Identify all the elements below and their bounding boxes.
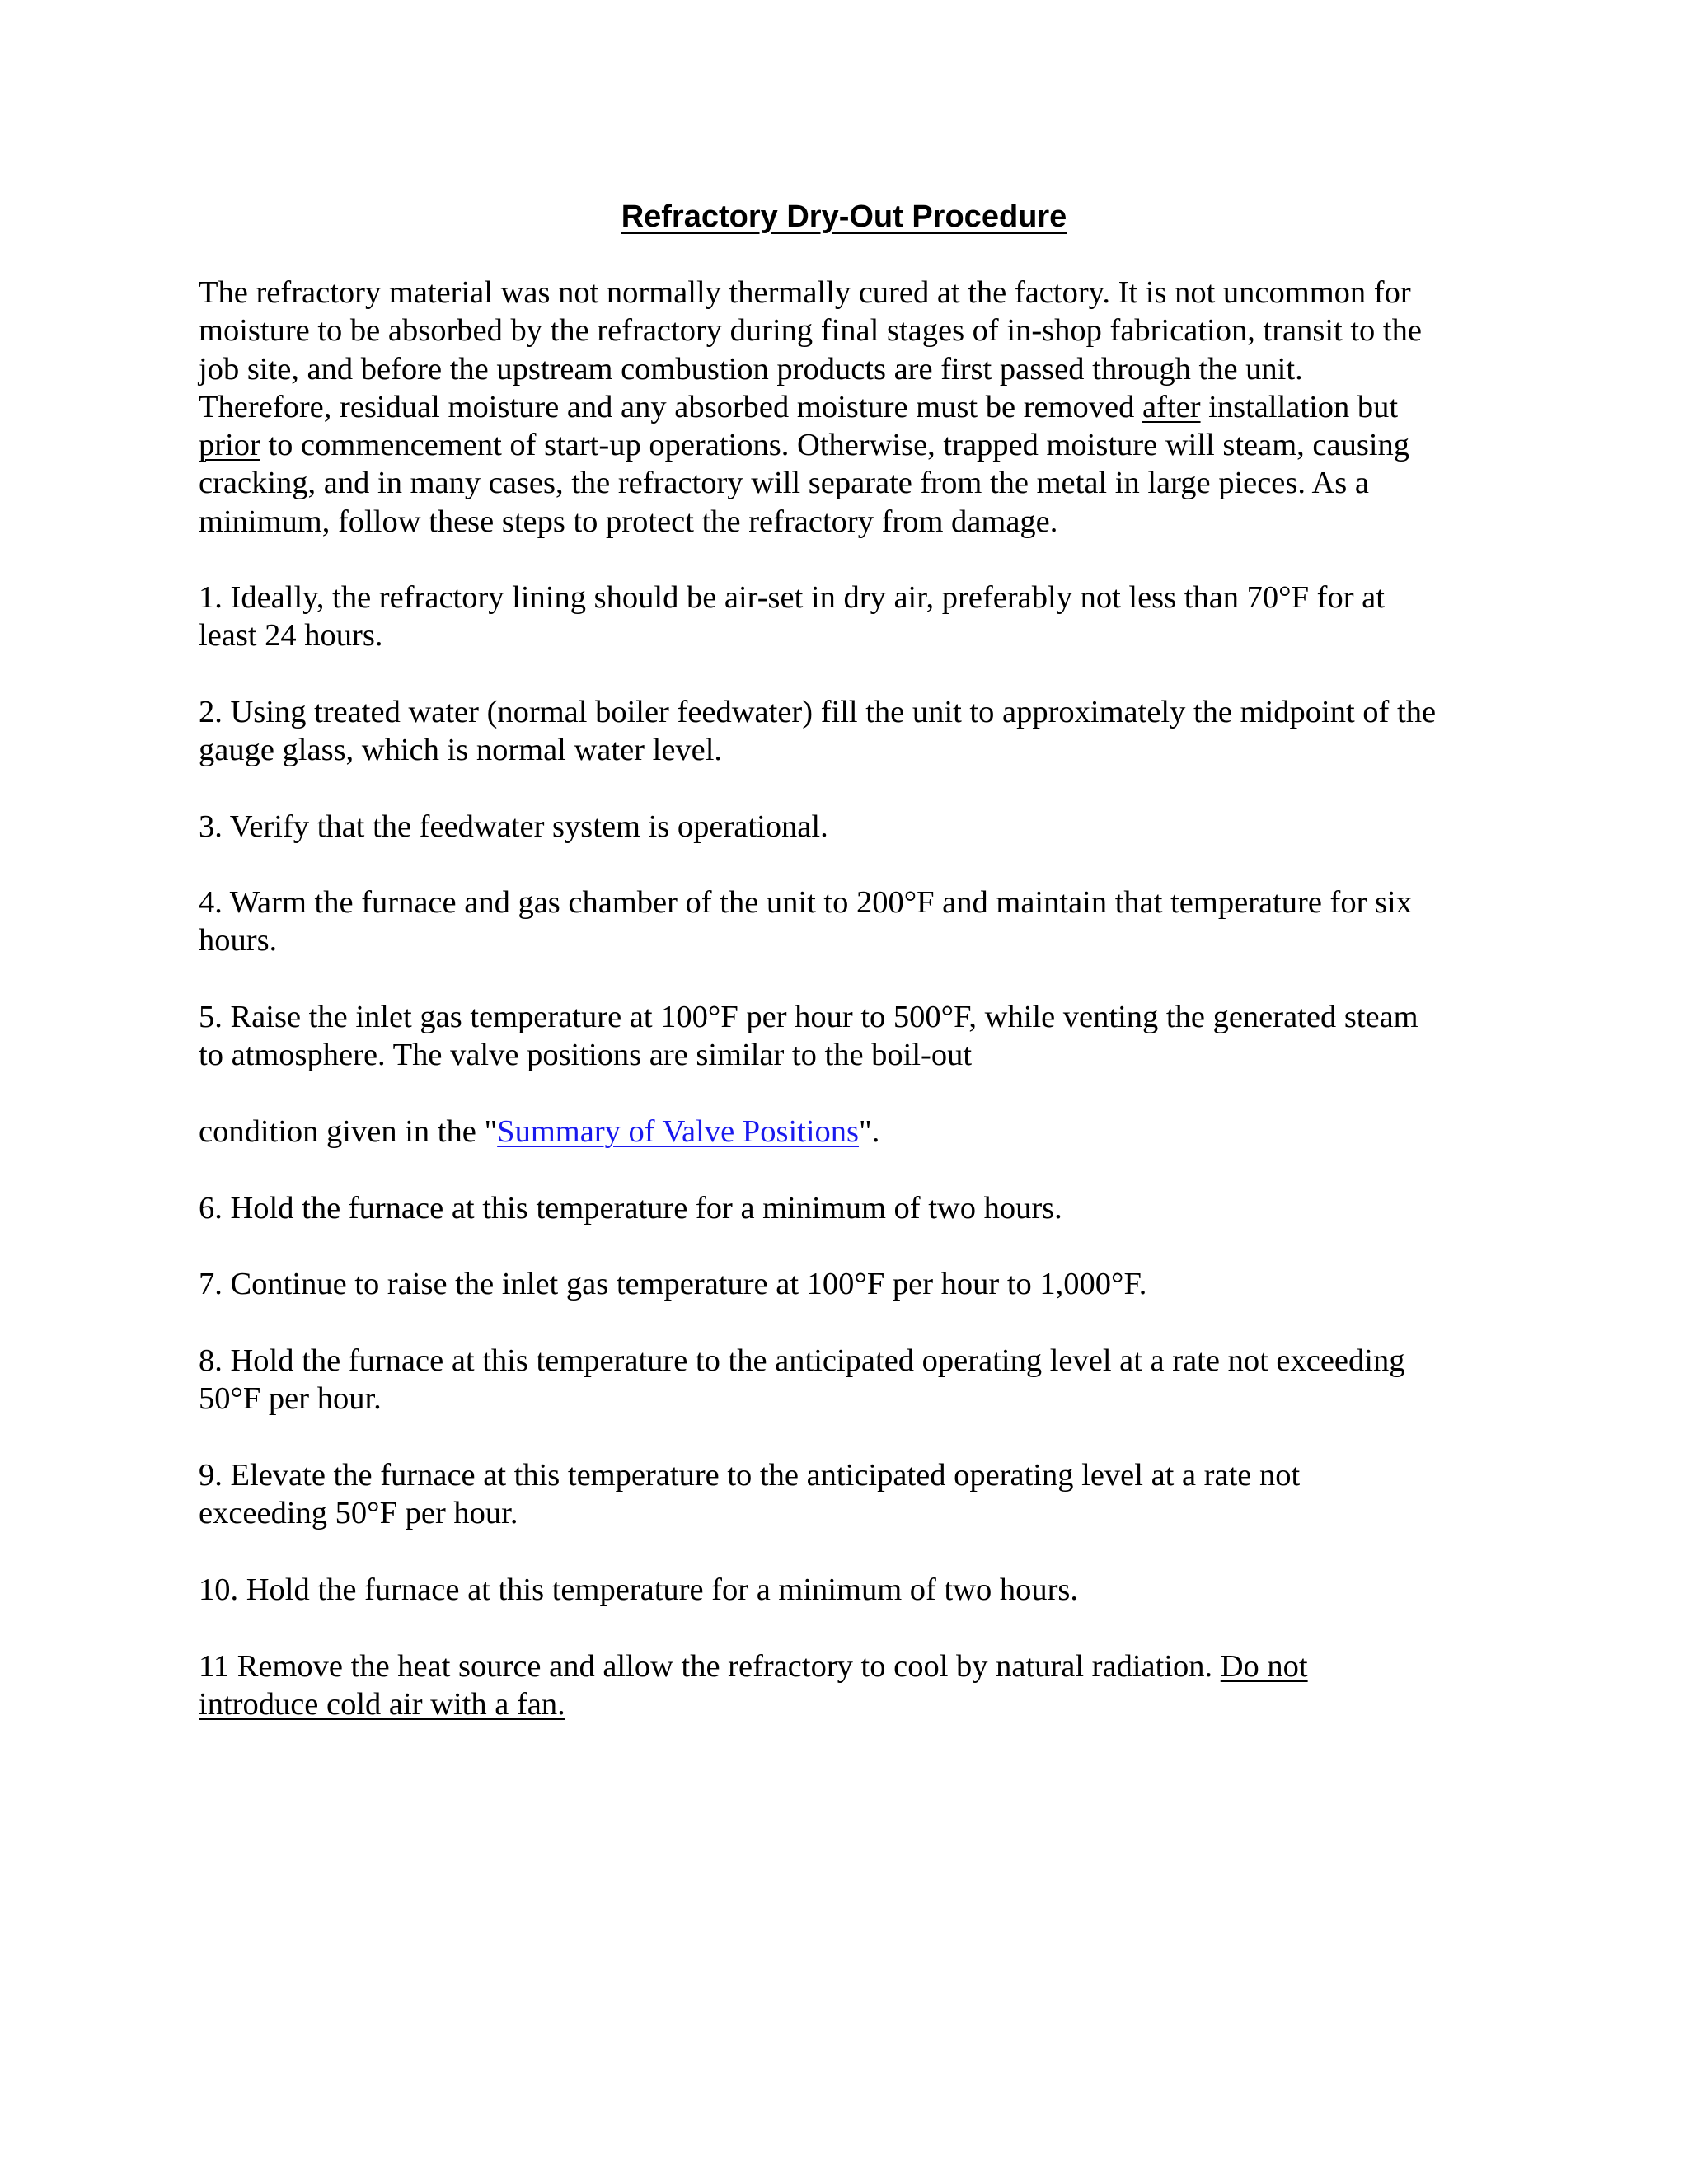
summary-of-valve-positions-link[interactable]: Summary of Valve Positions — [497, 1114, 860, 1149]
step-line — [199, 1647, 1517, 1685]
step-line: 6. Hold the furnace at this temperature for a minimum of two hours. — [199, 1191, 1062, 1226]
step-text: ". — [859, 1114, 880, 1149]
step-1 — [199, 579, 1517, 655]
step-8 — [199, 1342, 1517, 1418]
step-line: hours. — [199, 923, 278, 958]
step-line: 9. Elevate the furnace at this temperature to the anticipated operating level at a rate not — [199, 1458, 1301, 1493]
intro-line: cracking, and in many cases, the refractory will separate from the metal in large pieces. As a — [199, 466, 1370, 501]
intro-line — [199, 426, 1517, 464]
step-5-continuation — [199, 1113, 1517, 1151]
step-7 — [199, 1265, 1517, 1303]
intro-line: The refractory material was not normally thermally cured at the factory. It is not uncommon for — [199, 275, 1411, 310]
step-line: 1. Ideally, the refractory lining should be air-set in dry air, preferably not less than 70°F for at — [199, 580, 1385, 615]
warning-underlined-text: introduce cold air with a fan. — [199, 1687, 565, 1722]
step-2 — [199, 693, 1517, 770]
step-line: 5. Raise the inlet gas temperature at 100°F per hour to 500°F, while venting the generated steam — [199, 1000, 1418, 1034]
intro-line — [199, 388, 1517, 426]
page-title: Refractory Dry-Out Procedure — [621, 199, 1067, 234]
step-text: condition given in the " — [199, 1114, 498, 1149]
step-line: least 24 hours. — [199, 618, 383, 654]
intro-paragraph — [199, 274, 1517, 541]
intro-line: minimum, follow these steps to protect the refractory from damage. — [199, 504, 1058, 539]
step-5 — [199, 998, 1517, 1075]
step-line: 4. Warm the furnace and gas chamber of the unit to 200°F and maintain that temperature for six — [199, 885, 1412, 920]
step-line: gauge glass, which is normal water level. — [199, 733, 723, 768]
step-4 — [199, 883, 1517, 960]
step-line: exceeding 50°F per hour. — [199, 1496, 518, 1531]
step-line: 8. Hold the furnace at this temperature to the anticipated operating level at a rate not exceeding — [199, 1343, 1405, 1378]
step-line: to atmosphere. The valve positions are similar to the boil-out — [199, 1038, 973, 1073]
intro-text: to commencement of start-up operations. Otherwise, trapped moisture will steam, causing — [260, 428, 1410, 463]
warning-underlined-text: Do not — [1220, 1649, 1308, 1684]
step-11 — [199, 1647, 1517, 1724]
step-line: 3. Verify that the feedwater system is operational. — [199, 809, 828, 844]
emphasis-after: after — [1142, 389, 1201, 424]
step-3 — [199, 808, 1517, 846]
step-line: 2. Using treated water (normal boiler feedwater) fill the unit to approximately the midpoint of the — [199, 695, 1437, 729]
intro-text: installation but — [1200, 389, 1399, 424]
intro-line: moisture to be absorbed by the refractory during final stages of in-shop fabrication, transit to the — [199, 313, 1422, 349]
step-9 — [199, 1456, 1517, 1533]
intro-line: job site, and before the upstream combustion products are first passed through the unit. — [199, 351, 1303, 387]
emphasis-prior: prior — [199, 428, 260, 463]
step-line: 10. Hold the furnace at this temperature for a minimum of two hours. — [199, 1572, 1079, 1607]
step-text: 11 Remove the heat source and allow the refractory to cool by natural radiation. — [199, 1649, 1221, 1684]
step-line — [199, 1113, 1517, 1151]
step-line: 7. Continue to raise the inlet gas temperature at 100°F per hour to 1,000°F. — [199, 1267, 1147, 1301]
step-10 — [199, 1571, 1517, 1609]
step-line — [199, 1685, 1517, 1723]
intro-text: Therefore, residual moisture and any absorbed moisture must be removed — [199, 389, 1143, 424]
step-line: 50°F per hour. — [199, 1381, 382, 1417]
step-6 — [199, 1189, 1517, 1227]
